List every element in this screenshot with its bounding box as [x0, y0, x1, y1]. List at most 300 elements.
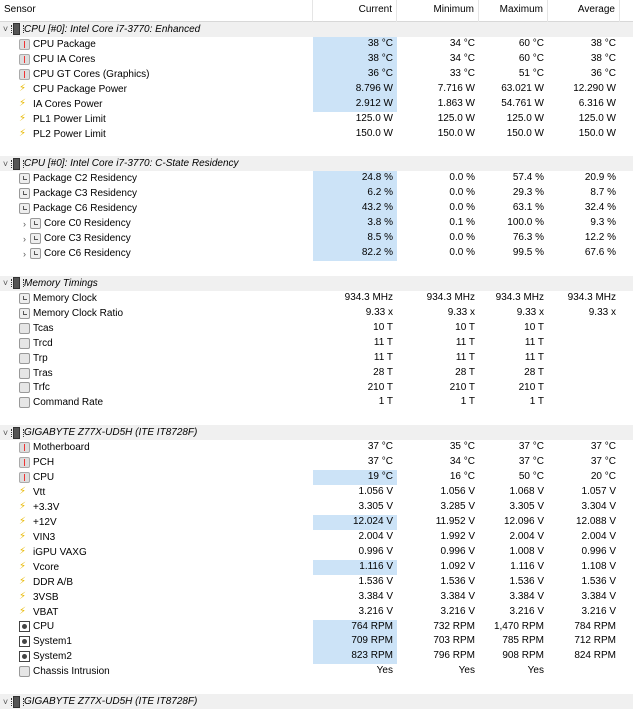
sensor-name-cell — [0, 188, 313, 199]
current-value: 19 °C — [313, 470, 397, 485]
voltage-bolt-icon — [19, 607, 30, 618]
sensor-row[interactable] — [0, 351, 633, 366]
sensor-row[interactable] — [0, 186, 633, 201]
sensor-row[interactable] — [0, 590, 633, 605]
average-value: 0.996 V — [581, 545, 616, 557]
current-value: 3.384 V — [358, 590, 393, 602]
collapse-chevron-icon[interactable]: ˅ — [2, 427, 9, 438]
maximum-value: 37 °C — [518, 441, 544, 453]
current-value: 3.216 V — [358, 605, 393, 617]
current-value: 1.536 V — [358, 575, 393, 587]
average-value — [548, 336, 620, 351]
sensor-name-cell — [0, 517, 313, 528]
column-header — [0, 0, 633, 22]
maximum-value: 63.1 % — [512, 202, 544, 214]
sensor-row[interactable] — [0, 82, 633, 97]
maximum-value: 934.3 MHz — [495, 291, 544, 303]
maximum-value: 785 RPM — [502, 635, 544, 647]
sensor-row[interactable] — [0, 171, 633, 186]
sensor-name-cell — [0, 607, 313, 618]
voltage-bolt-icon — [19, 577, 30, 588]
collapse-chevron-icon[interactable]: ˅ — [2, 696, 9, 707]
sensor-row[interactable] — [0, 485, 633, 500]
collapse-chevron-icon[interactable]: ˅ — [2, 278, 9, 289]
minimum-value: 11.952 V — [435, 515, 475, 527]
column-sensor[interactable]: Sensor — [0, 0, 313, 22]
minimum-value: 34 °C — [449, 52, 475, 64]
maximum-value: 76.3 % — [512, 232, 544, 244]
average-value: 37 °C — [590, 456, 616, 468]
sensor-label: 3VSB — [33, 591, 59, 603]
sensor-label: VIN3 — [33, 531, 56, 543]
minimum-value: 1.863 W — [437, 97, 475, 109]
chip-icon — [13, 427, 20, 439]
current-value: 28 T — [373, 366, 393, 378]
minimum-value: 28 T — [455, 366, 475, 378]
minimum-value: 150.0 W — [437, 127, 475, 139]
maximum-value: 54.761 W — [501, 97, 544, 109]
average-value: 12.290 W — [573, 82, 616, 94]
minimum-value: 34 °C — [449, 456, 475, 468]
sensor-name-cell — [0, 487, 313, 498]
maximum-value: 1.536 V — [509, 575, 544, 587]
sensor-label: Trfc — [33, 382, 50, 394]
sensor-name-cell — [0, 457, 313, 468]
sensor-row[interactable] — [0, 231, 633, 246]
current-value — [313, 276, 397, 291]
sensor-row[interactable] — [0, 52, 633, 67]
minimum-value: 0.996 V — [440, 545, 475, 557]
current-value: 12.024 V — [313, 515, 397, 530]
current-value: 125.0 W — [355, 112, 393, 124]
sensor-label: Core C6 Residency — [44, 248, 131, 260]
minimum-value: 1.092 V — [440, 560, 475, 572]
sensor-name-cell — [0, 636, 313, 647]
maximum-value: 3.216 V — [509, 605, 544, 617]
sensor-label: CPU GT Cores (Graphics) — [33, 68, 150, 80]
sensor-name-cell — [0, 427, 313, 439]
column-maximum[interactable]: Maximum — [479, 0, 548, 22]
minimum-value: 11 T — [455, 336, 475, 348]
sensor-name-cell — [0, 277, 313, 289]
column-average[interactable]: Average — [548, 0, 620, 22]
minimum-value: 11 T — [455, 351, 475, 363]
average-value — [548, 664, 620, 679]
current-value — [313, 425, 397, 440]
collapse-chevron-icon[interactable]: ˅ — [2, 158, 9, 169]
current-value: 150.0 W — [355, 127, 393, 139]
minimum-value: 3.384 V — [440, 590, 475, 602]
maximum-value: 1,470 RPM — [493, 620, 544, 632]
minimum-value: 0.1 % — [449, 217, 475, 229]
sensor-name-cell — [0, 23, 313, 35]
sensor-label: Core C3 Residency — [44, 233, 131, 245]
maximum-value: 1.068 V — [509, 486, 544, 498]
sensor-label: Package C3 Residency — [33, 188, 137, 200]
average-value: 38 °C — [590, 52, 616, 64]
sensor-name-cell — [0, 592, 313, 603]
average-value: 3.384 V — [581, 590, 616, 602]
voltage-bolt-icon — [19, 517, 30, 528]
sensor-name-cell — [0, 621, 313, 632]
maximum-value — [479, 694, 548, 709]
sensor-group-header[interactable] — [0, 276, 633, 291]
current-value: 709 RPM — [313, 634, 397, 649]
maximum-value: 2.004 V — [509, 530, 544, 542]
average-value: 36 °C — [590, 67, 616, 79]
sensor-name-cell — [0, 158, 313, 170]
current-value: 934.3 MHz — [344, 291, 393, 303]
current-value: 764 RPM — [313, 620, 397, 635]
sensor-row[interactable] — [0, 664, 633, 679]
current-value: 2.912 W — [313, 97, 397, 112]
voltage-bolt-icon — [19, 592, 30, 603]
maximum-value: 60 °C — [518, 37, 544, 49]
sensor-label: VBAT — [33, 606, 59, 618]
sensor-label: CPU [#0]: Intel Core i7-3770: C-State Residency — [24, 158, 239, 170]
minimum-value: 125.0 W — [437, 112, 475, 124]
average-value: 20 °C — [590, 471, 616, 483]
sensor-label: GIGABYTE Z77X-UD5H (ITE IT8728F) — [24, 427, 198, 439]
sensor-row[interactable] — [0, 620, 633, 635]
maximum-value: 908 RPM — [502, 650, 544, 662]
maximum-value: 9.33 x — [516, 306, 544, 318]
average-value: 38 °C — [590, 37, 616, 49]
sensor-name-cell — [0, 69, 313, 80]
sensor-name-cell — [0, 353, 313, 364]
current-value: 43.2 % — [313, 201, 397, 216]
column-minimum[interactable]: Minimum — [397, 0, 479, 22]
minimum-value: 703 RPM — [433, 635, 475, 647]
sensor-label: CPU IA Cores — [33, 53, 96, 65]
collapse-chevron-icon[interactable]: ˅ — [2, 24, 9, 35]
sensor-row[interactable] — [0, 575, 633, 590]
minimum-value: 3.216 V — [440, 605, 475, 617]
clock-icon — [19, 308, 30, 319]
voltage-bolt-icon — [19, 562, 30, 573]
expand-chevron-icon[interactable]: › — [23, 233, 26, 244]
current-value: 1.116 V — [313, 560, 397, 575]
current-value: 8.5 % — [313, 231, 397, 246]
sensor-name-cell — [0, 666, 313, 677]
thermometer-icon — [19, 442, 30, 453]
average-value: 37 °C — [590, 441, 616, 453]
sensor-name-cell — [0, 129, 313, 140]
average-value — [548, 395, 620, 410]
sensor-row[interactable] — [0, 246, 633, 261]
current-value: 37 °C — [367, 441, 393, 453]
sensor-row[interactable] — [0, 201, 633, 216]
minimum-value: 1.536 V — [440, 575, 475, 587]
sensor-row[interactable] — [0, 97, 633, 112]
spacer-row — [0, 679, 633, 694]
sensor-label: GIGABYTE Z77X-UD5H (ITE IT8728F) — [24, 696, 198, 708]
sensor-row[interactable] — [0, 37, 633, 52]
sensor-label: PCH — [33, 457, 55, 469]
current-value: 6.2 % — [313, 186, 397, 201]
sensor-group-header[interactable] — [0, 694, 633, 709]
fan-icon — [19, 621, 30, 632]
thermometer-icon — [19, 54, 30, 65]
average-value: 12.088 V — [575, 515, 616, 527]
thermometer-icon — [19, 69, 30, 80]
average-value: 32.4 % — [584, 202, 616, 214]
sensor-name-cell — [0, 203, 313, 214]
sensor-group-header[interactable] — [0, 156, 633, 171]
sensor-row[interactable] — [0, 321, 633, 336]
maximum-value — [479, 425, 548, 440]
average-value — [548, 321, 620, 336]
current-value: 38 °C — [313, 52, 397, 67]
sensor-row[interactable] — [0, 470, 633, 485]
sensor-row[interactable] — [0, 216, 633, 231]
maximum-value: 29.3 % — [512, 187, 544, 199]
sensor-row[interactable] — [0, 545, 633, 560]
clock-icon — [19, 203, 30, 214]
minimum-value: 9.33 x — [447, 306, 475, 318]
average-value: 1.057 V — [581, 486, 616, 498]
minimum-value — [397, 22, 479, 37]
voltage-bolt-icon — [19, 532, 30, 543]
average-value: 8.7 % — [590, 187, 616, 199]
sensor-row[interactable] — [0, 112, 633, 127]
average-value — [548, 156, 620, 171]
sensor-name-cell — [0, 39, 313, 50]
maximum-value: 125.0 W — [506, 112, 544, 124]
average-value — [548, 351, 620, 366]
sensor-label: CPU [#0]: Intel Core i7-3770: Enhanced — [24, 23, 201, 35]
average-value: 3.216 V — [581, 605, 616, 617]
maximum-value: 3.384 V — [509, 590, 544, 602]
sensor-row[interactable] — [0, 455, 633, 470]
sensor-name-cell — [0, 114, 313, 125]
sensor-label: Memory Timings — [24, 277, 98, 289]
current-value: 10 T — [373, 321, 393, 333]
maximum-value: 50 °C — [518, 471, 544, 483]
sensor-group-header[interactable] — [0, 22, 633, 37]
sensor-name-cell — [0, 651, 313, 662]
fan-icon — [19, 651, 30, 662]
sensor-label: PL1 Power Limit — [33, 113, 106, 125]
maximum-value — [479, 156, 548, 171]
current-value — [313, 22, 397, 37]
clock-icon — [30, 218, 41, 229]
minimum-value — [397, 156, 479, 171]
voltage-bolt-icon — [19, 114, 30, 125]
current-value: 3.8 % — [313, 216, 397, 231]
sensor-label: CPU — [33, 472, 55, 484]
column-current[interactable]: Current — [313, 0, 397, 22]
sensor-name-cell — [0, 323, 313, 334]
maximum-value: 3.305 V — [509, 501, 544, 512]
current-value: 82.2 % — [313, 246, 397, 261]
sensor-row[interactable] — [0, 336, 633, 351]
sensor-name-cell — [0, 173, 313, 184]
current-value: 38 °C — [313, 37, 397, 52]
sensor-label: CPU Package Power — [33, 83, 127, 95]
current-value: 1.056 V — [358, 486, 393, 498]
sensor-name-cell — [0, 368, 313, 379]
sensor-label: Chassis Intrusion — [33, 666, 110, 678]
sensor-row[interactable] — [0, 649, 633, 664]
clock-icon — [19, 188, 30, 199]
minimum-value — [397, 694, 479, 709]
current-value: 210 T — [367, 381, 393, 393]
sensor-label: Tras — [33, 367, 53, 379]
voltage-bolt-icon — [19, 502, 30, 513]
sensor-label: iGPU VAXG — [33, 546, 87, 558]
current-value: 9.33 x — [365, 306, 393, 318]
minimum-value: 16 °C — [449, 471, 475, 483]
maximum-value: 63.021 W — [501, 82, 544, 94]
sensor-name-cell — [0, 547, 313, 558]
sensor-row[interactable] — [0, 605, 633, 620]
minimum-value: 934.3 MHz — [426, 291, 475, 303]
sensor-name-cell — [0, 696, 313, 708]
sensor-label: Trp — [33, 352, 48, 364]
sensor-row[interactable] — [0, 634, 633, 649]
sensor-name-cell — [0, 248, 313, 259]
sensor-row[interactable] — [0, 530, 633, 545]
sensor-name-cell — [0, 54, 313, 65]
sensor-row[interactable] — [0, 560, 633, 575]
thermometer-icon — [19, 39, 30, 50]
sensor-name-cell — [0, 218, 313, 229]
sensor-label: Memory Clock Ratio — [33, 307, 124, 319]
maximum-value: 11 T — [524, 351, 544, 363]
sensor-row[interactable] — [0, 381, 633, 396]
sensor-icon — [19, 382, 30, 393]
sensor-name-cell — [0, 99, 313, 110]
sensor-name-cell — [0, 532, 313, 543]
sensor-row[interactable] — [0, 306, 633, 321]
sensor-label: Core C0 Residency — [44, 218, 131, 230]
clock-icon — [19, 173, 30, 184]
minimum-value: 0.0 % — [449, 247, 475, 259]
maximum-value: 1.008 V — [509, 545, 544, 557]
minimum-value: 7.716 W — [437, 82, 475, 94]
average-value — [548, 22, 620, 37]
sensor-name-cell — [0, 472, 313, 483]
sensor-label: Package C2 Residency — [33, 173, 137, 185]
sensor-row[interactable] — [0, 395, 633, 410]
average-value — [548, 381, 620, 396]
sensor-icon — [19, 353, 30, 364]
minimum-value — [397, 425, 479, 440]
sensor-name-cell — [0, 442, 313, 453]
chip-icon — [13, 277, 20, 289]
sensor-tree[interactable] — [0, 22, 633, 708]
sensor-group-header[interactable] — [0, 425, 633, 440]
sensor-icon — [19, 323, 30, 334]
current-value: 0.996 V — [358, 545, 393, 557]
sensor-label: System2 — [33, 651, 72, 663]
expand-chevron-icon[interactable]: › — [23, 218, 26, 229]
spacer-row — [0, 261, 633, 276]
minimum-value: 0.0 % — [449, 202, 475, 214]
sensor-row[interactable] — [0, 291, 633, 306]
sensor-label: DDR A/B — [33, 576, 74, 588]
sensor-row[interactable] — [0, 366, 633, 381]
current-value: 823 RPM — [313, 649, 397, 664]
average-value: 784 RPM — [574, 620, 616, 632]
sensor-label: CPU Package — [33, 38, 96, 50]
maximum-value: 100.0 % — [507, 217, 544, 229]
sensor-label: Vcore — [33, 561, 60, 573]
current-value — [313, 694, 397, 709]
average-value: 12.2 % — [584, 232, 616, 244]
sensor-label: Trcd — [33, 337, 53, 349]
maximum-value: 37 °C — [518, 456, 544, 468]
column-spacer — [620, 0, 633, 22]
minimum-value: 3.285 V — [440, 501, 475, 512]
clock-icon — [30, 248, 41, 259]
minimum-value: 796 RPM — [433, 650, 475, 662]
voltage-bolt-icon — [19, 547, 30, 558]
minimum-value: 0.0 % — [449, 187, 475, 199]
average-value: 1.108 V — [581, 560, 616, 572]
sensor-label: Vtt — [33, 487, 46, 499]
maximum-value: 99.5 % — [512, 247, 544, 259]
sensor-label: Memory Clock — [33, 292, 97, 304]
maximum-value: 1.116 V — [510, 560, 544, 572]
minimum-value: 732 RPM — [433, 620, 475, 632]
spacer-row — [0, 142, 633, 157]
sensor-label: Package C6 Residency — [33, 203, 137, 215]
minimum-value — [397, 276, 479, 291]
sensor-label: Motherboard — [33, 442, 90, 454]
minimum-value: 1.056 V — [440, 486, 475, 498]
sensor-name-cell — [0, 338, 313, 349]
sensor-row[interactable] — [0, 127, 633, 142]
sensor-label: PL2 Power Limit — [33, 128, 106, 140]
current-value: 37 °C — [367, 456, 393, 468]
average-value: 2.004 V — [581, 530, 616, 542]
current-value: 3.305 V — [358, 501, 393, 512]
sensor-name-cell — [0, 577, 313, 588]
sensor-row[interactable] — [0, 500, 633, 515]
expand-chevron-icon[interactable]: › — [23, 248, 26, 259]
minimum-value: Yes — [458, 665, 475, 677]
current-value: 8.796 W — [313, 82, 397, 97]
minimum-value: 34 °C — [449, 37, 475, 49]
sensor-icon — [19, 338, 30, 349]
sensor-row[interactable] — [0, 440, 633, 455]
average-value — [548, 694, 620, 709]
sensor-row[interactable] — [0, 67, 633, 82]
average-value: 934.3 MHz — [567, 291, 616, 303]
sensor-label: System1 — [33, 636, 72, 648]
minimum-value: 0.0 % — [449, 232, 475, 244]
voltage-bolt-icon — [19, 84, 30, 95]
minimum-value: 0.0 % — [449, 172, 475, 184]
maximum-value: 51 °C — [518, 67, 544, 79]
voltage-bolt-icon — [19, 99, 30, 110]
average-value — [548, 425, 620, 440]
spacer-row — [0, 410, 633, 425]
average-value: 9.3 % — [590, 217, 616, 229]
current-value: 1 T — [378, 396, 393, 408]
minimum-value: 35 °C — [449, 441, 475, 453]
maximum-value: 60 °C — [518, 52, 544, 64]
sensor-row[interactable] — [0, 515, 633, 530]
minimum-value: 1 T — [460, 396, 475, 408]
chip-icon — [13, 158, 20, 170]
sensor-name-cell — [0, 293, 313, 304]
maximum-value: Yes — [527, 665, 544, 677]
sensor-label: Command Rate — [33, 397, 104, 409]
average-value: 3.304 V — [581, 501, 616, 512]
